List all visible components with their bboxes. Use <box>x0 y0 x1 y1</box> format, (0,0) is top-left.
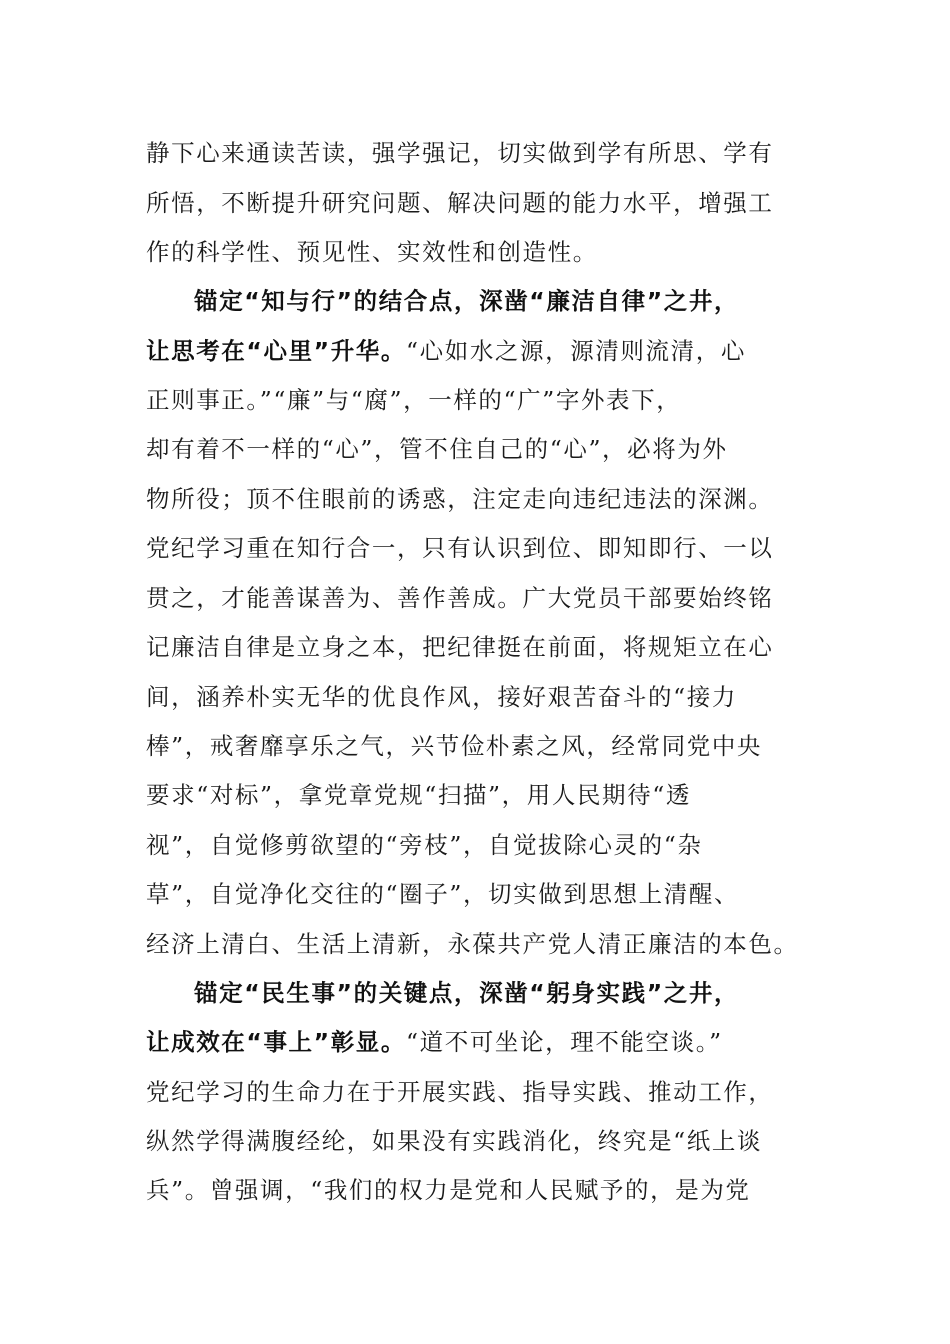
text-line: 视”，自觉修剪欲望的“旁枝”，自觉拔除心灵的“杂 <box>146 831 703 859</box>
text-line: 却有着不一样的“心”，管不住自己的“心”，必将为外 <box>146 435 728 463</box>
text-line: 记廉洁自律是立身之本，把纪律挺在前面，将规矩立在心 <box>146 633 774 661</box>
text-line-mixed <box>146 331 806 371</box>
section-heading-tail: 让成效在“事上”彰显。 <box>146 1028 406 1056</box>
text-line: 草”，自觉净化交往的“圈子”，切实做到思想上清醒、 <box>146 880 740 908</box>
text-line: 党纪学习重在知行合一，只有认识到位、即知即行、一以 <box>146 534 774 562</box>
quote-text: “心如水之源，源清则流清，心 <box>406 337 746 365</box>
text-line-mixed <box>146 1022 806 1062</box>
text-line: 静下心来通读苦读，强学强记，切实做到学有所思、学有 <box>146 139 774 167</box>
text-line: 物所役；顶不住眼前的诱惑，注定走向违纪违法的深渊。 <box>146 485 774 513</box>
text-line: 棒”，戒奢靡享乐之气，兴节俭朴素之风，经常同党中央 <box>146 732 763 760</box>
text-line: 纵然学得满腹经纶，如果没有实践消化，终究是“纸上谈 <box>146 1127 763 1155</box>
quote-text: “道不可坐论，理不能空谈。” <box>406 1028 723 1056</box>
text-line: 经济上清白、生活上清新，永葆共产党人清正廉洁的本色。 <box>146 930 799 958</box>
text-line: 正则事正。”“廉”与“腐”，一样的“广”字外表下， <box>146 386 682 414</box>
text-line: 间，涵养朴实无华的优良作风，接好艰苦奋斗的“接力 <box>146 683 737 711</box>
section-heading-line: 锚定“知与行”的结合点，深凿“廉洁自律”之井， <box>194 287 740 315</box>
text-line: 作的科学性、预见性、实效性和创造性。 <box>146 238 598 266</box>
text-line: 兵”。曾强调，“我们的权力是党和人民赋予的，是为党 <box>146 1176 751 1204</box>
text-line: 所悟，不断提升研究问题、解决问题的能力水平，增强工 <box>146 189 774 217</box>
text-line: 要求“对标”，拿党章党规“扫描”，用人民期待“透 <box>146 781 691 809</box>
section-heading-tail: 让思考在“心里”升华。 <box>146 337 406 365</box>
text-line: 党纪学习的生命力在于开展实践、指导实践、推动工作， <box>146 1078 774 1106</box>
section-heading-line: 锚定“民生事”的关键点，深凿“躬身实践”之井， <box>194 979 740 1007</box>
text-line: 贯之，才能善谋善为、善作善成。广大党员干部要始终铭 <box>146 584 774 612</box>
